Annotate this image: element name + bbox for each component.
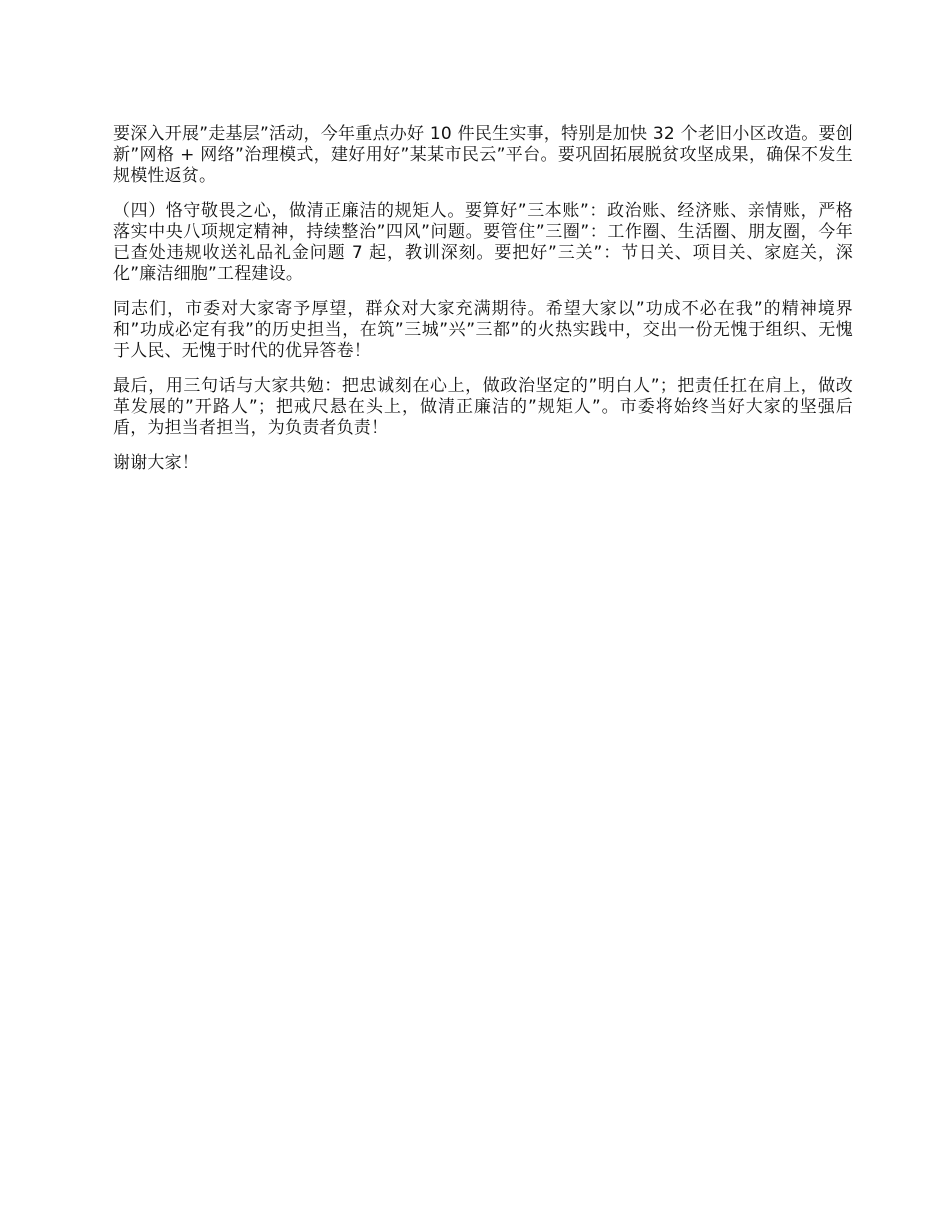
paragraph-integrity: （四）恪守敬畏之心，做清正廉洁的规矩人。要算好”三本账”：政治账、经济账、亲情账，严格落实中央八项规定精神，持续整治”四风”问题。要管住”三圈”：工作圈、生活圈、朋友圈，今年已查处违规收送礼品礼金问题 7 起，教训深刻。要把好”三关”：节日关、项目关、家庭关，深化”廉洁细胞”工程建设。 (113, 201, 853, 284)
paragraph-grassroots: 要深入开展”走基层”活动，今年重点办好 10 件民生实事，特别是加快 32 个老旧小区改造。要创新”网格 + 网络”治理模式，建好用好”某某市民云”平台。要巩固拓展脱贫攻坚成果，确保不发生规模性返贫。 (113, 124, 853, 186)
paragraph-expectations: 同志们，市委对大家寄予厚望，群众对大家充满期待。希望大家以”功成不必在我”的精神境界和”功成必定有我”的历史担当，在筑”三城”兴”三都”的火热实践中，交出一份无愧于组织、无愧于人民、无愧于时代的优异答卷！ (113, 299, 853, 361)
paragraph-closing-remarks: 最后，用三句话与大家共勉：把忠诚刻在心上，做政治坚定的”明白人”；把责任扛在肩上，做改革发展的”开路人”；把戒尺悬在头上，做清正廉洁的”规矩人”。市委将始终当好大家的坚强后盾，为担当者担当，为负责者负责！ (113, 376, 853, 438)
paragraph-thanks: 谢谢大家！ (113, 453, 199, 473)
document-body (113, 124, 853, 488)
